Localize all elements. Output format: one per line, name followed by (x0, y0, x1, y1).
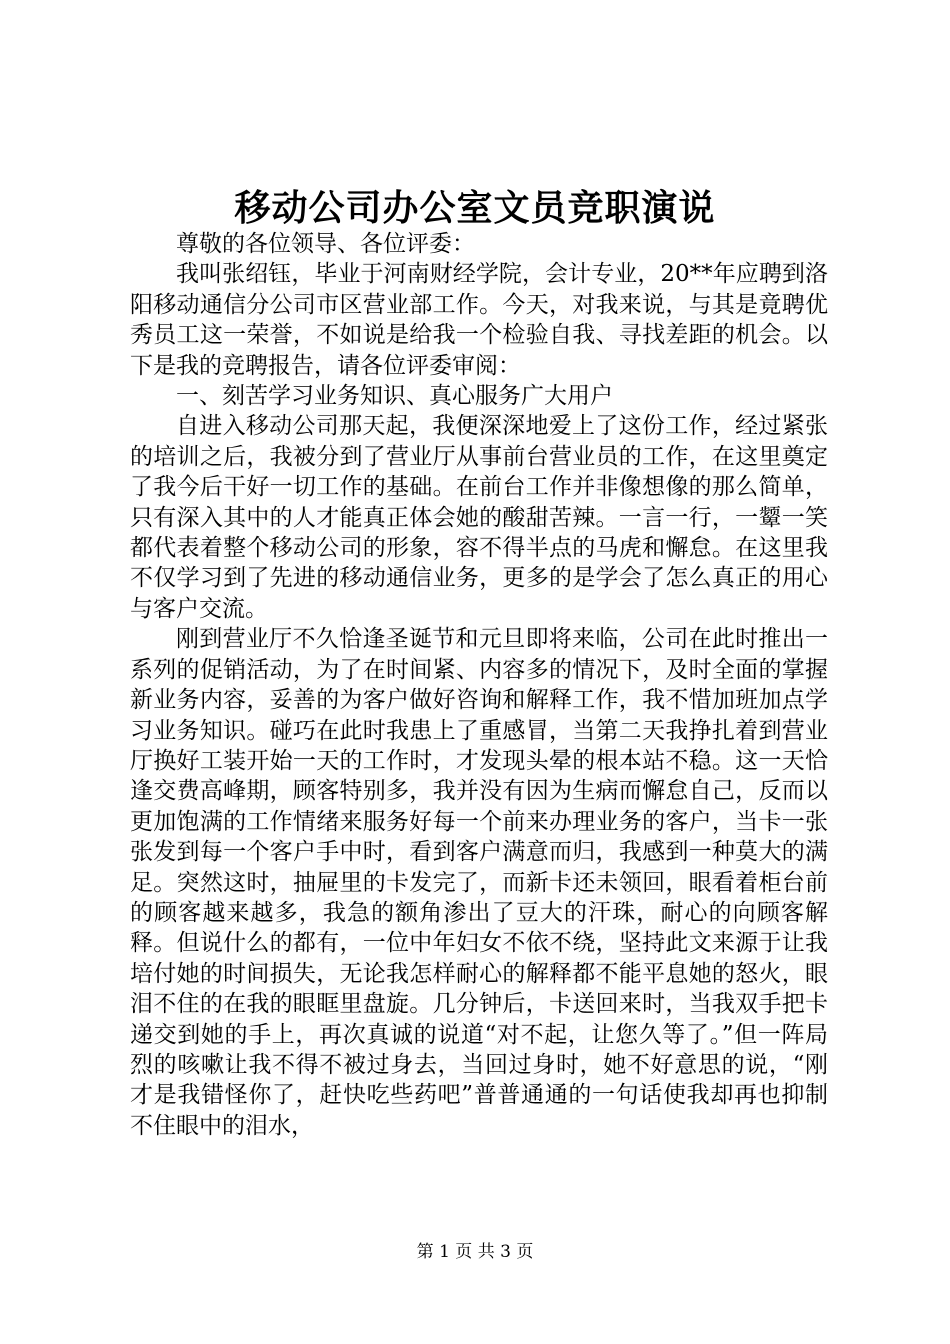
salutation-paragraph: 尊敬的各位领导、各位评委： (176, 231, 475, 257)
page-number-footer: 第 1 页 共 3 页 (416, 1242, 534, 1262)
body-paragraph: 自进入移动公司那天起，我便深深地爱上了这份工作，经过紧张的培训之后，我被分到了营业厅从事前台营业员的工作，在这里奠定了我今后干好一切工作的基础。在前台工作并非像想像的那么简单，只有深入其中的人才能真正体会她的酸甜苦辣。一言一行，一颦一笑都代表着整个移动公司的形象，容不得半点的马虎和懈怠。在这里我不仅学习到了先进的移动通信业务，更多的是学会了怎么真正的用心与客户交流。 (130, 413, 828, 622)
body-paragraph: 刚到营业厅不久恰逢圣诞节和元旦即将来临，公司在此时推出一系列的促销活动，为了在时间紧、内容多的情况下，及时全面的掌握新业务内容，妥善的为客户做好咨询和解释工作，我不惜加班加点学习业务知识。碰巧在此时我患上了重感冒，当第二天我挣扎着到营业厅换好工装开始一天的工作时，才发现头晕的根本站不稳。这一天恰逢交费高峰期，顾客特别多，我并没有因为生病而懈怠自己，反而以更加饱满的工作情绪来服务好每一个前来办理业务的客户，当卡一张张发到每一个客户手中时，看到客户满意而归，我感到一种莫大的满足。突然这时，抽屉里的卡发完了，而新卡还未领回，眼看着柜台前的顾客越来越多，我急的额角渗出了豆大的汗珠，耐心的向顾客解释。但说什么的都有，一位中年妇女不依不绕，坚持此文来源于让我培付她的时间损失，无论我怎样耐心的解释都不能平息她的怒火，眼泪不住的在我的眼眶里盘旋。几分钟后，卡送回来时，当我双手把卡递交到她的手上，再次真诚的说道“对不起，让您久等了。”但一阵局烈的咳嗽让我不得不被过身去，当回过身时，她不好意思的说，“刚才是我错怪你了，赶快吃些药吧”普普通通的一句话使我却再也抑制不住眼中的泪水， (130, 626, 828, 1139)
introduction-paragraph: 我叫张绍钰，毕业于河南财经学院，会计专业，20**年应聘到洛阳移动通信分公司市区营业部工作。今天，对我来说，与其是竟聘优秀员工这一荣誉，不如说是给我一个检验自我、寻找差距的机会。以下是我的竞聘报告，请各位评委审阅： (130, 261, 828, 379)
document-body (130, 229, 828, 1141)
document-title: 移动公司办公室文员竞职演说 (234, 187, 716, 229)
section-heading: 一、刻苦学习业务知识、真心服务广大用户 (176, 383, 613, 410)
